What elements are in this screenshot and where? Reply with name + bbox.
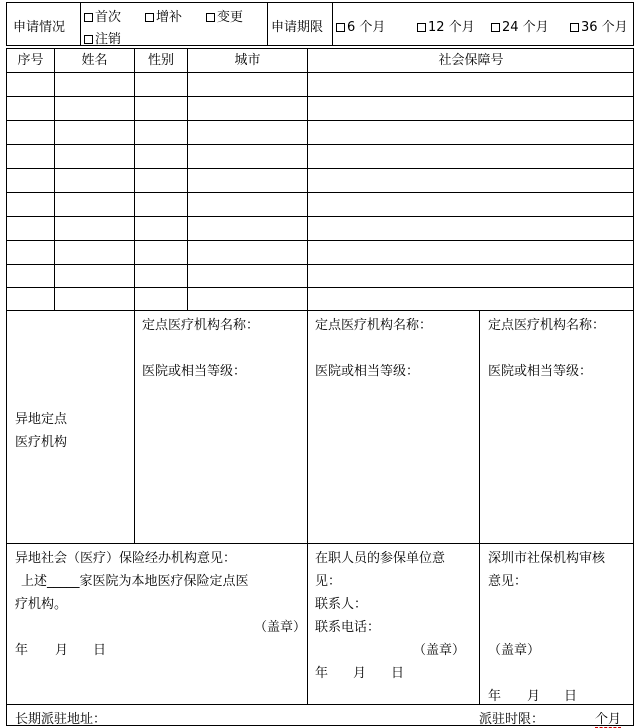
footer-period-label: 派驻时限： [479, 712, 545, 727]
footer-period-unit: 个月 [595, 708, 621, 728]
hospital-3-level-label: 医院或相当等级： [488, 364, 593, 379]
form-header [6, 2, 634, 46]
hospital-3-name-label: 定点医疗机构名称： [488, 318, 606, 333]
checkbox-12-months[interactable] [417, 23, 426, 32]
shenzhen-date-month: 月 [527, 689, 541, 704]
employer-title-2: 见： [315, 574, 342, 589]
application-form [6, 2, 634, 726]
hospital-2-name-label: 定点医疗机构名称： [315, 318, 433, 333]
remote-agency-date-day: 日 [93, 643, 107, 658]
checkbox-cancel[interactable] [84, 35, 93, 44]
shenzhen-date-day: 日 [564, 689, 578, 704]
column-header-gender: 性别 [147, 53, 174, 68]
checkbox-24-months[interactable] [491, 23, 500, 32]
column-header-ssn: 社会保障号 [438, 53, 504, 68]
employer-contact-phone: 联系电话： [315, 620, 381, 635]
apply-period-label: 申请期限 [271, 20, 324, 35]
shenzhen-seal: （盖章） [488, 643, 541, 658]
period-6[interactable]: 6 个月 [336, 16, 385, 35]
remote-agency-seal: （盖章） [254, 620, 307, 635]
option-change[interactable]: 变更 [206, 6, 243, 25]
employer-contact-person: 联系人： [315, 597, 368, 612]
remote-agency-body-2: 疗机构。 [15, 597, 68, 612]
option-supplement[interactable]: 增补 [145, 6, 182, 25]
shenzhen-title-1: 深圳市社保机构审核 [488, 551, 606, 566]
remote-agency-date-month: 月 [55, 643, 69, 658]
hospital-row-label-2: 医疗机构 [15, 435, 68, 450]
footer-address-label: 长期派驻地址： [15, 712, 107, 727]
shenzhen-title-2: 意见： [488, 574, 528, 589]
period-24[interactable]: 24 个月 [491, 16, 549, 35]
hospital-row-label-1: 异地定点 [15, 412, 68, 427]
period-36[interactable]: 36 个月 [570, 16, 628, 35]
employer-title-1: 在职人员的参保单位意 [315, 551, 446, 566]
employer-date-month: 月 [353, 666, 367, 681]
option-first[interactable]: 首次 [84, 6, 121, 25]
period-12[interactable]: 12 个月 [417, 16, 475, 35]
hospital-1-name-label: 定点医疗机构名称： [142, 318, 260, 333]
column-header-index: 序号 [17, 53, 44, 68]
hospital-2-level-label: 医院或相当等级： [315, 364, 420, 379]
main-grid [6, 48, 634, 726]
checkbox-first[interactable] [84, 13, 93, 22]
option-cancel[interactable]: 注销 [84, 28, 121, 47]
employer-seal: （盖章） [413, 643, 466, 658]
column-header-city: 城市 [234, 53, 261, 68]
checkbox-supplement[interactable] [145, 13, 154, 22]
remote-agency-body-1: 上述_____家医院为本地医疗保险定点医 [21, 574, 249, 589]
remote-agency-title: 异地社会（医疗）保险经办机构意见： [15, 551, 237, 566]
employer-date-day: 日 [391, 666, 405, 681]
checkbox-36-months[interactable] [570, 23, 579, 32]
checkbox-6-months[interactable] [336, 23, 345, 32]
employer-date-year: 年 [315, 666, 329, 681]
apply-situation-label: 申请情况 [13, 20, 66, 35]
shenzhen-date-year: 年 [488, 689, 502, 704]
column-header-name: 姓名 [81, 53, 108, 68]
remote-agency-date-year: 年 [15, 643, 29, 658]
hospital-1-level-label: 医院或相当等级： [142, 364, 247, 379]
checkbox-change[interactable] [206, 13, 215, 22]
